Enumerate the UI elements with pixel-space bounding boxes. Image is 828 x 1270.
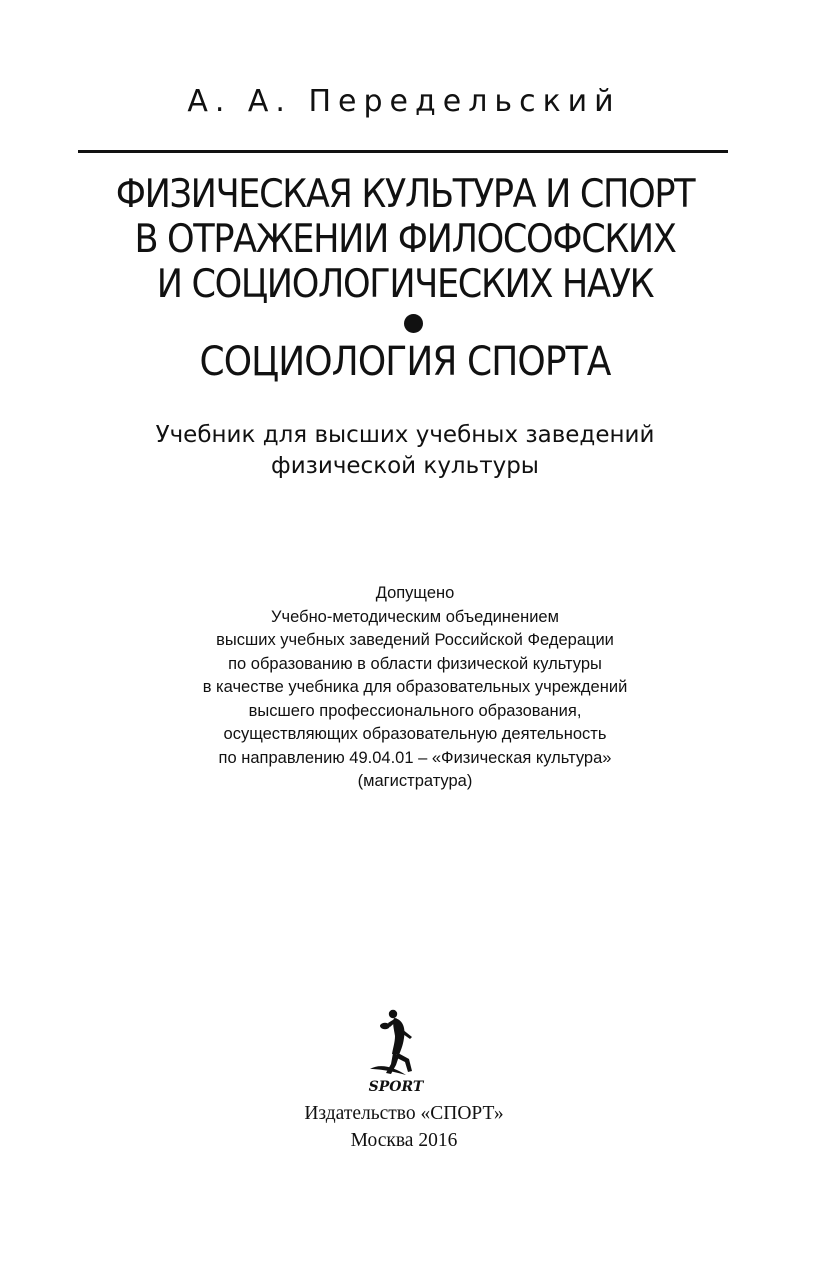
approval-line-3: высших учебных заведений Российской Федерации xyxy=(216,631,614,649)
publisher-info xyxy=(0,1100,808,1154)
description-line-2: физической культуры xyxy=(271,453,539,479)
title-divider xyxy=(78,150,728,153)
approval-line-8: по направлению 49.04.01 – «Физическая культура» xyxy=(218,748,612,767)
publisher-logo xyxy=(362,1005,434,1097)
logo-text: SPORT xyxy=(368,1079,424,1095)
approval-line-4: по образованию в области физической культуры xyxy=(228,654,602,673)
book-title xyxy=(77,172,734,307)
title-line-1: ФИЗИЧЕСКАЯ КУЛЬТУРА И СПОРТ xyxy=(115,172,695,217)
discus-thrower-icon xyxy=(370,1010,412,1075)
approval-line-7: осуществляющих образовательную деятельность xyxy=(223,725,607,743)
title-separator-bullet xyxy=(404,314,423,333)
approval-line-5: в качестве учебника для образовательных учреждений xyxy=(202,678,628,696)
title-line-2: В ОТРАЖЕНИИ ФИЛОСОФСКИХ xyxy=(134,217,676,262)
author-name: А. А. Передельский xyxy=(187,84,621,119)
publisher-city-year: Москва 2016 xyxy=(350,1130,458,1151)
description-line-1: Учебник для высших учебных заведений xyxy=(155,422,655,448)
book-description xyxy=(60,420,750,482)
book-subtitle: СОЦИОЛОГИЯ СПОРТА xyxy=(199,339,611,385)
publisher-name: Издательство «СПОРТ» xyxy=(304,1103,504,1124)
approval-line-6: высшего профессионального образования, xyxy=(248,701,582,720)
approval-line-2: Учебно-методическим объединением xyxy=(271,607,559,626)
title-line-3: И СОЦИОЛОГИЧЕСКИХ НАУК xyxy=(156,262,654,307)
approval-line-1: Допущено xyxy=(375,584,455,602)
approval-line-9: (магистратура) xyxy=(357,772,473,790)
approval-statement xyxy=(110,582,720,794)
